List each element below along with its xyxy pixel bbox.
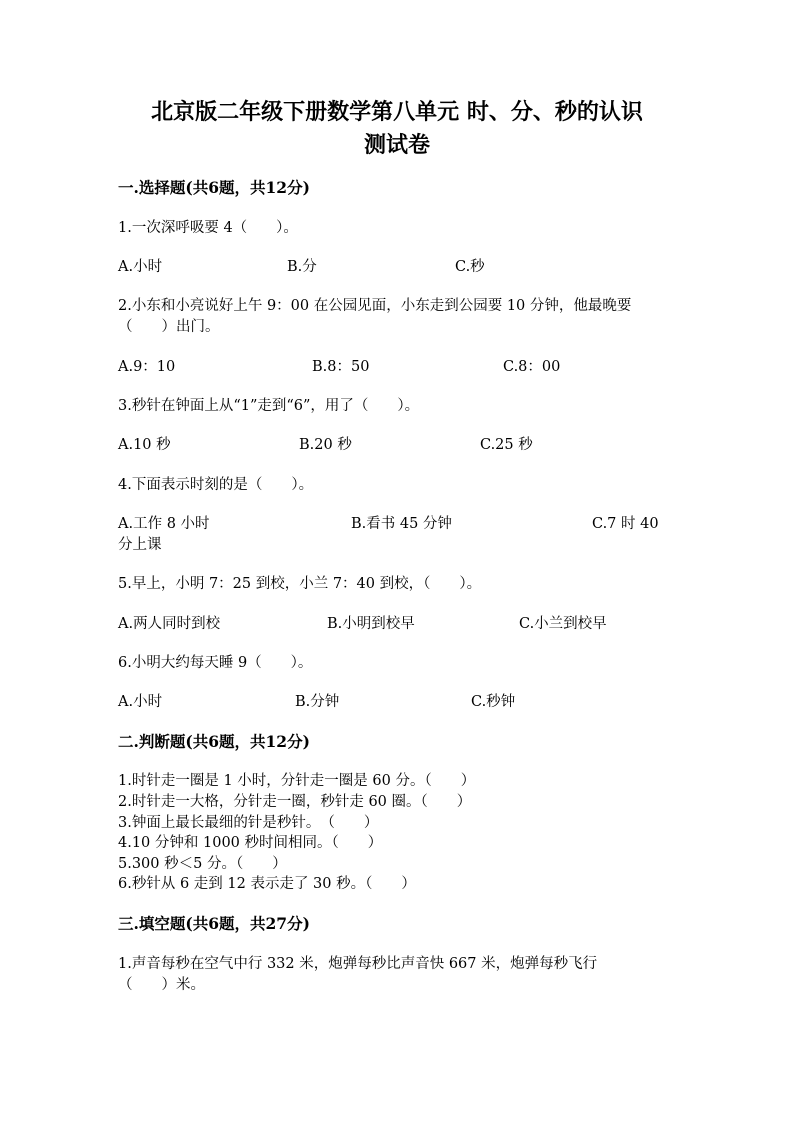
question-3-option-a: A.10 秒	[118, 437, 171, 453]
question-5-option-b: B.小明到校早	[327, 616, 415, 632]
question-5-stem: 5.早上，小明 7：25 到校，小兰 7：40 到校，（ ）。	[118, 576, 482, 592]
judge-item-3: 3.钟面上最长最细的针是秒针。 （ ）	[118, 815, 379, 831]
question-6-option-b: B.分钟	[295, 694, 340, 710]
question-1-option-c: C.秒	[455, 259, 485, 275]
question-4-option-c: C.7 时 40	[592, 516, 659, 532]
question-3-option-c: C.25 秒	[480, 437, 533, 453]
judge-item-2: 2.时针走一大格，分针走一圈，秒针走 60 圈。（ ）	[118, 794, 472, 810]
question-1-stem: 1.一次深呼吸要 4（ ）。	[118, 220, 298, 236]
fill-question-1-line-2: （ ）米。	[118, 977, 205, 993]
question-1-option-b: B.分	[287, 259, 317, 275]
question-5-option-c: C.小兰到校早	[519, 616, 607, 632]
question-2-option-b: B.8：50	[312, 359, 370, 375]
section-heading-choice: 一.选择题(共6题，共12分)	[118, 178, 310, 197]
judge-item-1: 1.时针走一圈是 1 小时，分针走一圈是 60 分。（ ）	[118, 773, 476, 789]
question-2-option-a: A.9：10	[118, 359, 176, 375]
question-2-stem-line-1: 2.小东和小亮说好上午 9：00 在公园见面，小东走到公园要 10 分钟，他最晚要	[118, 298, 632, 314]
question-4-stem: 4.下面表示时刻的是（ ）。	[118, 477, 314, 493]
question-6-option-a: A.小时	[118, 694, 163, 710]
question-4-option-b: B.看书 45 分钟	[351, 516, 452, 532]
question-3-option-b: B.20 秒	[299, 437, 352, 453]
question-3-stem: 3.秒针在钟面上从“1”走到“6”，用了（ ）。	[118, 398, 420, 414]
judge-item-6: 6.秒针从 6 走到 12 表示走了 30 秒。（ ）	[118, 876, 416, 892]
section-heading-fill: 三.填空题(共6题，共27分)	[118, 914, 310, 933]
question-1-option-a: A.小时	[118, 259, 163, 275]
title-line-2: 测试卷	[363, 132, 430, 158]
judge-item-5: 5.300 秒＜5 分。（ ）	[118, 856, 287, 872]
question-2-stem-line-2: （ ）出门。	[118, 319, 220, 335]
question-6-stem: 6.小明大约每天睡 9（ ）。	[118, 655, 313, 671]
judge-item-4: 4.10 分钟和 1000 秒时间相同。（ ）	[118, 835, 383, 851]
question-4-option-c-continued: 分上课	[118, 537, 162, 553]
fill-question-1-line-1: 1.声音每秒在空气中行 332 米，炮弹每秒比声音快 667 米，炮弹每秒飞行	[118, 956, 598, 972]
question-4-option-a: A.工作 8 小时	[118, 516, 210, 532]
question-5-option-a: A.两人同时到校	[118, 616, 221, 632]
question-6-option-c: C.秒钟	[471, 694, 516, 710]
section-heading-judge: 二.判断题(共6题，共12分)	[118, 732, 310, 751]
question-2-option-c: C.8：00	[503, 359, 561, 375]
title-line-1: 北京版二年级下册数学第八单元 时、分、秒的认识	[151, 99, 643, 125]
